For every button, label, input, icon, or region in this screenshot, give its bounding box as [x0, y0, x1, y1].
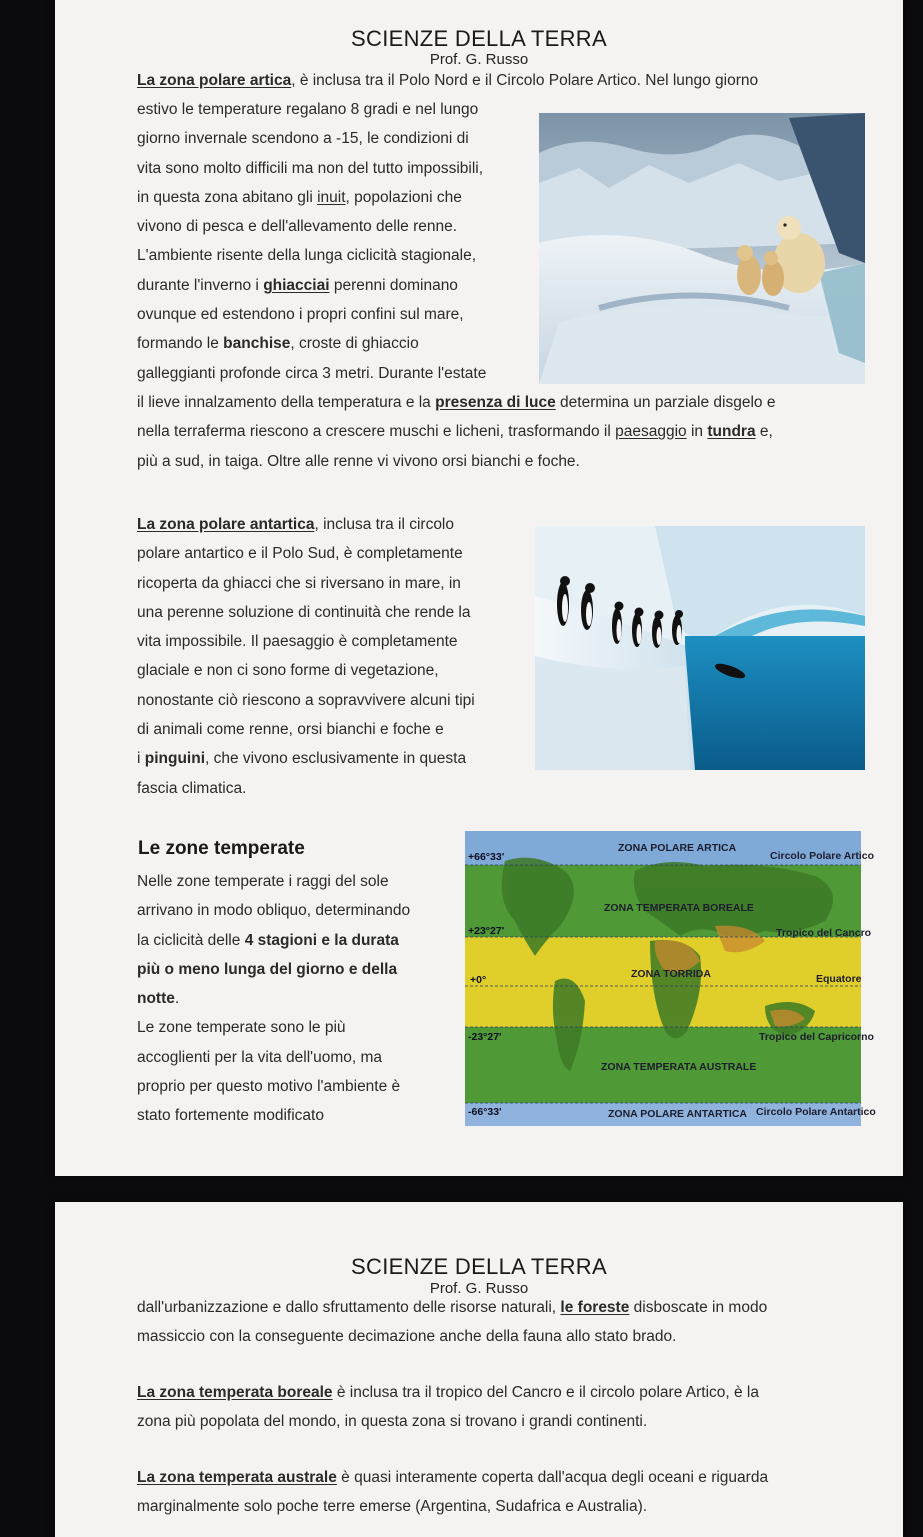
document-page-1: [55, 0, 903, 1176]
label-zona-temperata-australe: ZONA TEMPERATA AUSTRALE: [601, 1061, 757, 1073]
penguins-image: [535, 526, 865, 770]
polar-bears-image: [539, 113, 865, 384]
boreale-paragraph: La zona temperata boreale è inclusa tra il tropico del Cancro e il circolo polare Artico, è la zona più popolata del mondo, in questa zona si trovano i grandi continenti.: [137, 1384, 759, 1431]
artica-line-1: La zona polare artica, è inclusa tra il Polo Nord e il Circolo Polare Artico. Nel lungo giorno: [137, 72, 759, 89]
climate-zones-map: [465, 831, 876, 1126]
lat-66-north: +66°33': [468, 851, 505, 863]
label-tropico-cancro: Tropico del Cancro: [776, 927, 872, 939]
temperate-heading: Le zone temperate: [138, 838, 305, 859]
antartica-lead: La zona polare antartica: [137, 516, 315, 533]
antartica-paragraph: La zona polare antartica, inclusa tra il circolo polare antartico e il Polo Sud, è completamente ricoperta da ghiacci che si riversano in mare, in una perenne soluzione di continuità che rende la vita impossibile. Il paesaggio è completamente glaciale e non ci sono forme di vegetazione, nonostante ciò riescono a sopravvivere alcuni tipi di animali come renne, orsi bianchi e foche e i pinguini, che vivono esclusivamente in questa fascia climatica.: [137, 516, 475, 797]
label-zona-temperata-boreale: ZONA TEMPERATA BOREALE: [604, 902, 754, 914]
lat-23-south: -23°27': [468, 1031, 502, 1043]
lat-23-north: +23°27': [468, 925, 505, 937]
ghiacciai-term: ghiacciai: [263, 276, 330, 294]
label-equatore: Equatore: [816, 973, 862, 985]
boreale-lead: La zona temperata boreale: [137, 1384, 333, 1401]
page-title: SCIENZE DELLA TERRA: [351, 1254, 607, 1279]
foreste-term: le foreste: [560, 1299, 630, 1316]
australe-paragraph: La zona temperata australe è quasi interamente coperta dall'acqua degli oceani e riguarda marginalmente solo poche terre emerse (Argentina, Sudafrica e Australia).: [137, 1469, 769, 1516]
page-author: Prof. G. Russo: [429, 51, 529, 68]
artica-lead: La zona polare artica: [137, 72, 292, 89]
label-circolo-polare-antartico: Circolo Polare Antartico: [756, 1106, 876, 1118]
banchise-term: banchise: [223, 335, 291, 353]
lat-66-south: -66°33': [468, 1106, 502, 1118]
pinguini-term: pinguini: [144, 750, 206, 768]
artica-paragraph: estivo le temperature regalano 8 gradi e nel lungo giorno invernale scendono a -15, le condizioni di vita sono molto difficili ma non del tutto impossibili, in questa zona abitano gli inuit, popolazioni che vivono di pesca e dell'allevamento delle renne. L'ambiente risente della lunga ciclicità stagionale, durante l'inverno i ghiacciai perenni dominano ovunque ed estendono i propri confini sul mare, formando le banchise, croste di ghiaccio galleggianti profonde circa 3 metri. Durante l'estate il lieve innalzamento della temperatura e la presenza di luce determina un parziale disgelo e nella terraferma riescono a crescere muschi e licheni, trasformando il paesaggio in tundra e, più a sud, in taiga. Oltre alle renne vi vivono orsi bianchi e foche.: [137, 101, 776, 470]
label-zona-polare-artica: ZONA POLARE ARTICA: [618, 842, 737, 854]
label-tropico-capricorno: Tropico del Capricorno: [759, 1031, 874, 1043]
label-circolo-polare-artico: Circolo Polare Artico: [770, 850, 875, 862]
page2-paragraph-1: dall'urbanizzazione e dallo sfruttamento delle risorse naturali, le foreste disboscate in modo massiccio con la conseguente decimazione anche della fauna allo stato brado.: [137, 1299, 768, 1346]
presenza-luce-term: presenza di luce: [435, 393, 556, 411]
label-zona-polare-antartica: ZONA POLARE ANTARTICA: [608, 1108, 748, 1120]
page-title: SCIENZE DELLA TERRA: [351, 26, 607, 51]
tundra-term: tundra: [707, 423, 756, 441]
page-author: Prof. G. Russo: [429, 1280, 529, 1297]
label-zona-torrida: ZONA TORRIDA: [631, 968, 711, 980]
paesaggio-term: paesaggio: [615, 423, 687, 441]
lat-equator: +0°: [470, 974, 487, 986]
document-page-2: [55, 1202, 903, 1537]
inuit-term: inuit: [317, 188, 346, 206]
temperate-paragraph: Nelle zone temperate i raggi del sole arrivano in modo obliquo, determinando la ciclicità delle 4 stagioni e la durata più o meno lunga del giorno e della notte. Le zone temperate sono le più accoglienti per la vita dell'uomo, ma proprio per questo motivo l'ambiente è stato fortemente modificato: [137, 873, 411, 1125]
australe-lead: La zona temperata australe: [137, 1469, 337, 1486]
